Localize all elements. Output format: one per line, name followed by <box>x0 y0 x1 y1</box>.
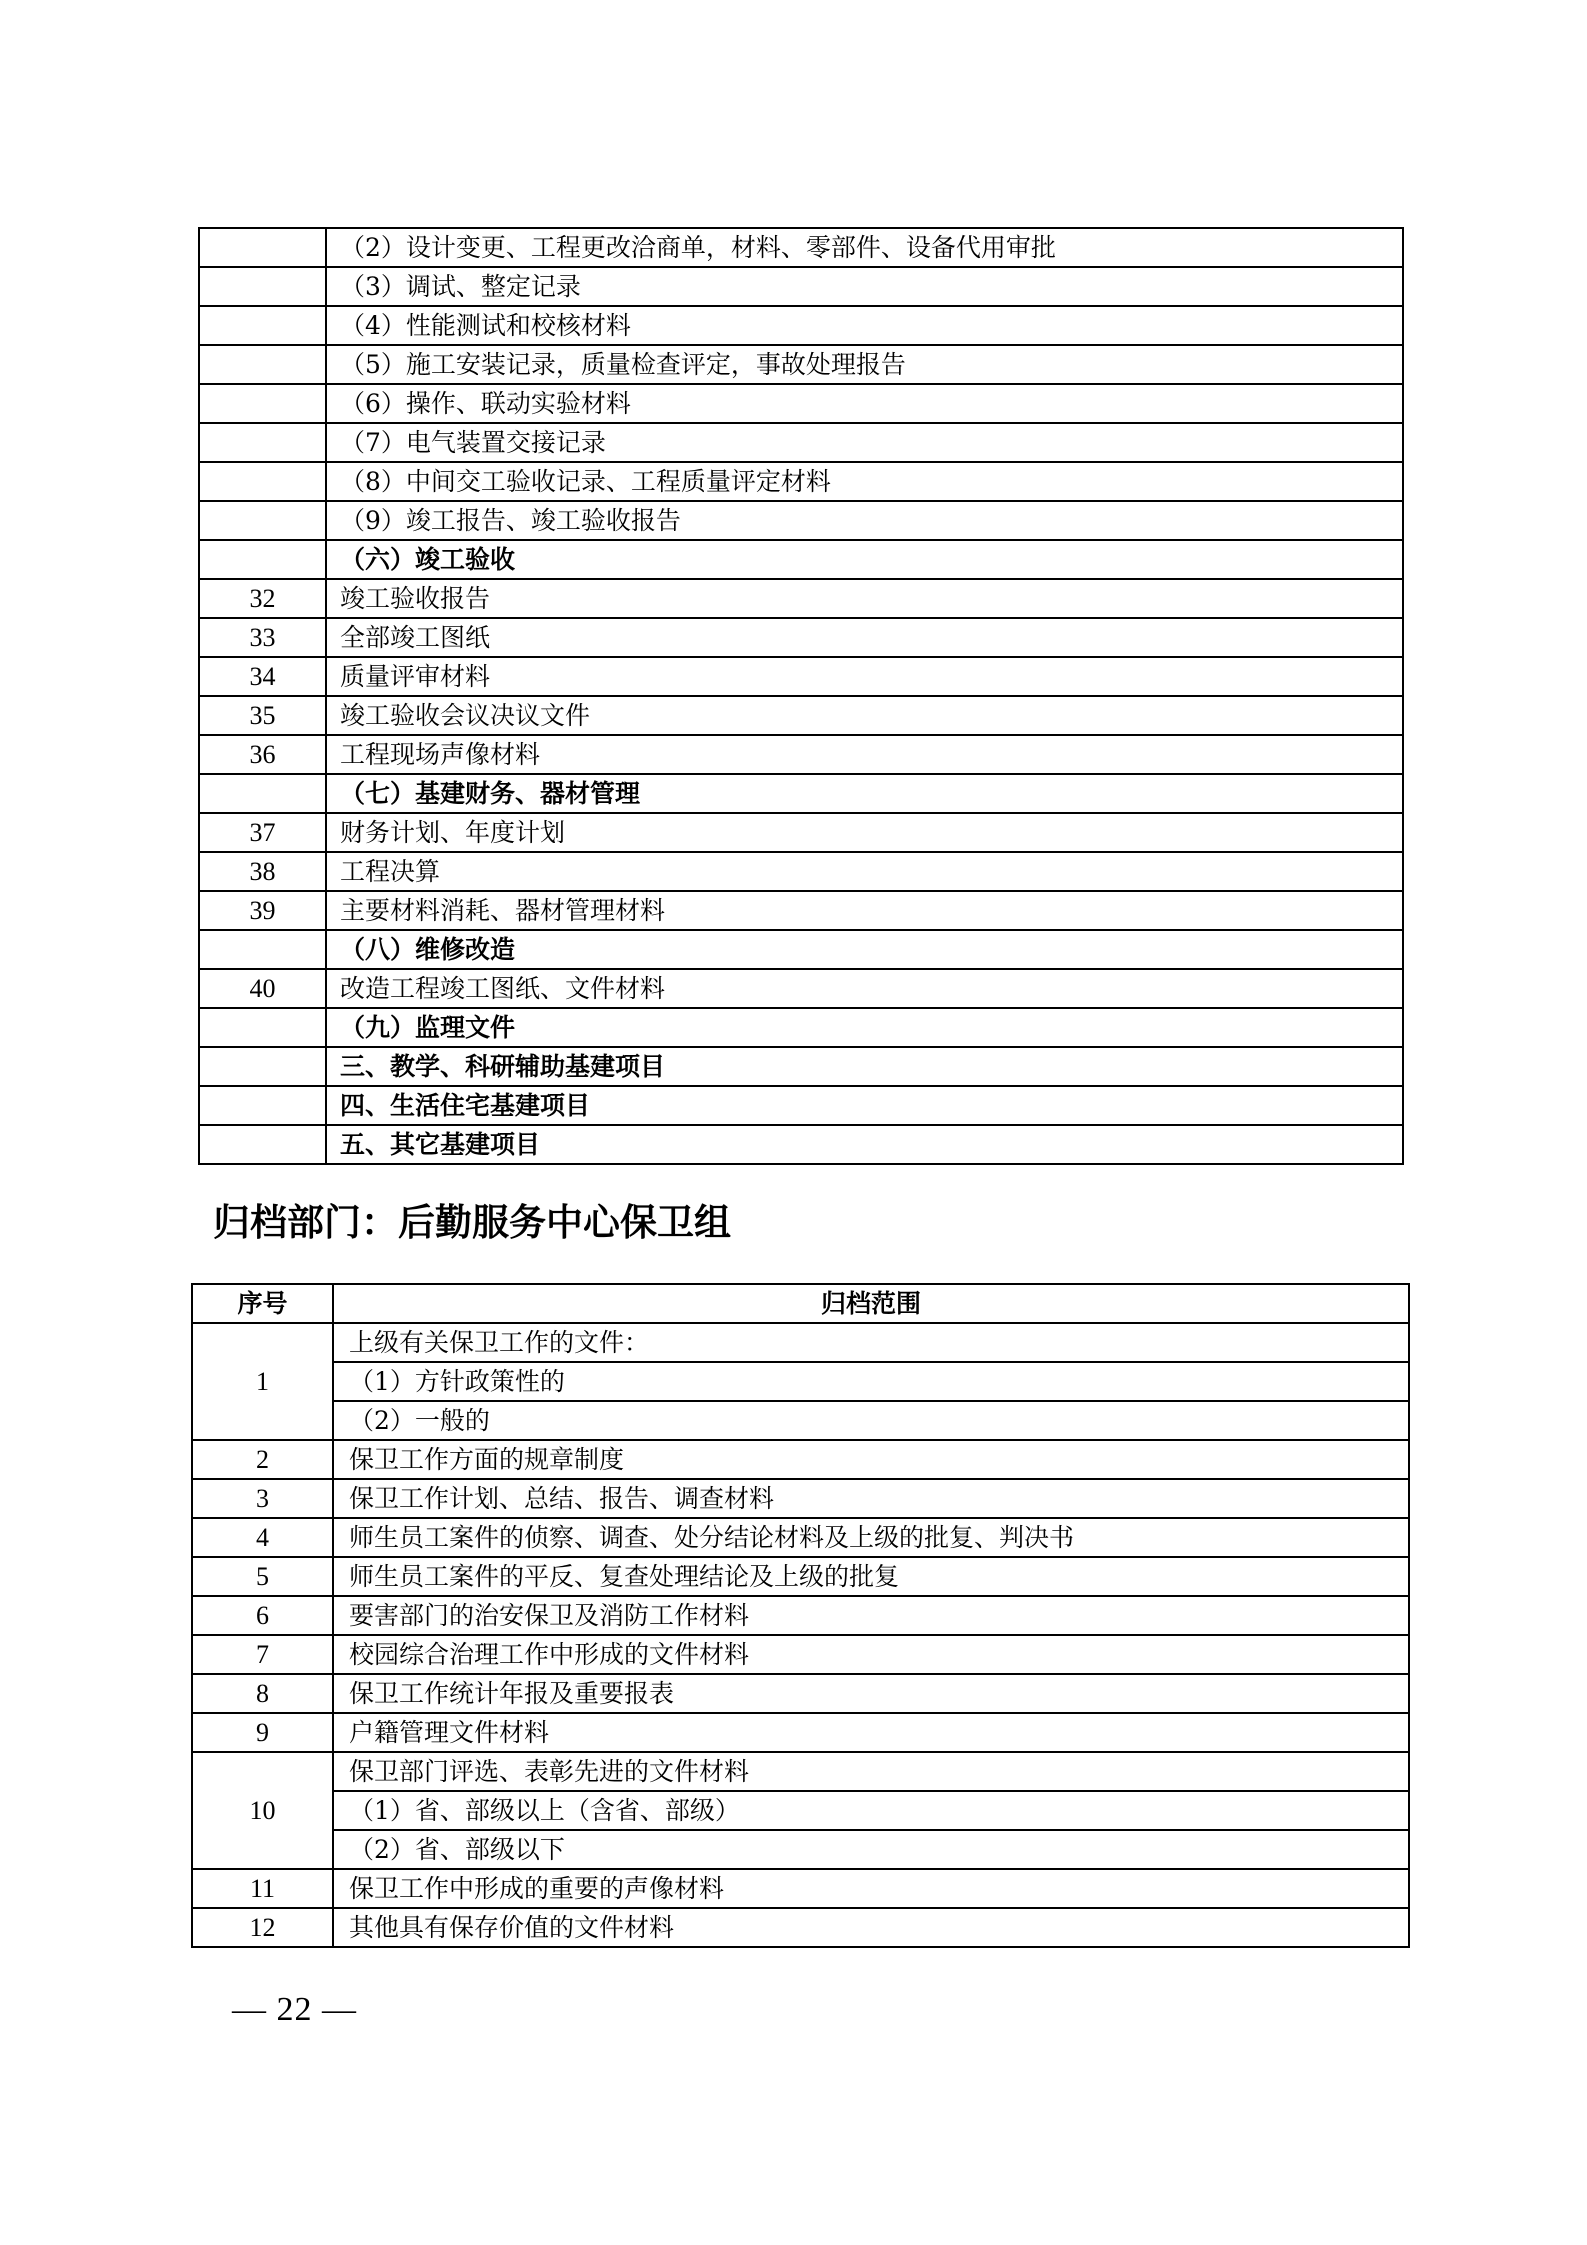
table-row <box>199 618 1403 657</box>
section-title-cell: （八）维修改造 <box>326 930 1403 969</box>
item-cell: 户籍管理文件材料 <box>333 1713 1409 1752</box>
row-number-cell: 11 <box>192 1869 333 1908</box>
item-cell: 保卫工作中形成的重要的声像材料 <box>333 1869 1409 1908</box>
table-row <box>192 1635 1409 1674</box>
table-row <box>192 1401 1409 1440</box>
section-row <box>199 774 1403 813</box>
item-cell: 竣工验收报告 <box>326 579 1403 618</box>
section-row <box>199 1047 1403 1086</box>
table-row <box>192 1362 1409 1401</box>
row-number-cell <box>199 306 326 345</box>
row-number-cell <box>199 774 326 813</box>
table-row <box>192 1791 1409 1830</box>
row-number-cell <box>199 423 326 462</box>
row-number-cell <box>199 228 326 267</box>
item-cell: （1）省、部级以上（含省、部级） <box>333 1791 1409 1830</box>
item-cell: 工程现场声像材料 <box>326 735 1403 774</box>
row-number-cell: 2 <box>192 1440 333 1479</box>
table-row <box>199 657 1403 696</box>
item-cell: 要害部门的治安保卫及消防工作材料 <box>333 1596 1409 1635</box>
item-cell: 工程决算 <box>326 852 1403 891</box>
row-number-cell: 5 <box>192 1557 333 1596</box>
row-number-cell <box>199 540 326 579</box>
item-cell: 保卫工作方面的规章制度 <box>333 1440 1409 1479</box>
row-number-cell: 1 <box>192 1323 333 1440</box>
table-row <box>199 462 1403 501</box>
item-cell: 师生员工案件的平反、复查处理结论及上级的批复 <box>333 1557 1409 1596</box>
row-number-cell: 35 <box>199 696 326 735</box>
security-archive-table <box>191 1283 1410 1948</box>
item-cell: （7）电气装置交接记录 <box>326 423 1403 462</box>
item-cell: （2）设计变更、工程更改洽商单，材料、零部件、设备代用审批 <box>326 228 1403 267</box>
table-row <box>199 228 1403 267</box>
row-number-cell <box>199 1125 326 1164</box>
row-number-cell: 37 <box>199 813 326 852</box>
item-cell: （5）施工安装记录，质量检查评定，事故处理报告 <box>326 345 1403 384</box>
row-number-cell: 40 <box>199 969 326 1008</box>
row-number-cell: 38 <box>199 852 326 891</box>
section-title-cell: （九）监理文件 <box>326 1008 1403 1047</box>
column-header-scope: 归档范围 <box>333 1284 1409 1323</box>
item-cell: （8）中间交工验收记录、工程质量评定材料 <box>326 462 1403 501</box>
table-row <box>199 423 1403 462</box>
row-number-cell: 34 <box>199 657 326 696</box>
item-cell: （3）调试、整定记录 <box>326 267 1403 306</box>
section-row <box>199 930 1403 969</box>
row-number-cell: 39 <box>199 891 326 930</box>
item-cell: 师生员工案件的侦察、调查、处分结论材料及上级的批复、判决书 <box>333 1518 1409 1557</box>
table-row <box>192 1479 1409 1518</box>
table-row <box>192 1557 1409 1596</box>
row-number-cell: 10 <box>192 1752 333 1869</box>
item-cell: 上级有关保卫工作的文件： <box>333 1323 1409 1362</box>
row-number-cell: 4 <box>192 1518 333 1557</box>
row-number-cell: 32 <box>199 579 326 618</box>
section-row <box>199 540 1403 579</box>
item-cell: （6）操作、联动实验材料 <box>326 384 1403 423</box>
section-title-cell: 五、其它基建项目 <box>326 1125 1403 1164</box>
table-row <box>199 345 1403 384</box>
table-row <box>192 1674 1409 1713</box>
table-row <box>199 267 1403 306</box>
item-cell: （9）竣工报告、竣工验收报告 <box>326 501 1403 540</box>
table-row <box>192 1908 1409 1947</box>
section-title-cell: （六）竣工验收 <box>326 540 1403 579</box>
row-number-cell: 9 <box>192 1713 333 1752</box>
table-row <box>199 696 1403 735</box>
row-number-cell <box>199 462 326 501</box>
table-row <box>199 891 1403 930</box>
item-cell: 改造工程竣工图纸、文件材料 <box>326 969 1403 1008</box>
table-row <box>192 1323 1409 1362</box>
column-header-number: 序号 <box>192 1284 333 1323</box>
table-row <box>199 306 1403 345</box>
row-number-cell: 3 <box>192 1479 333 1518</box>
item-cell: 财务计划、年度计划 <box>326 813 1403 852</box>
table-row <box>192 1596 1409 1635</box>
item-cell: 质量评审材料 <box>326 657 1403 696</box>
row-number-cell <box>199 1047 326 1086</box>
item-cell: 竣工验收会议决议文件 <box>326 696 1403 735</box>
table-row <box>199 852 1403 891</box>
table-row <box>199 384 1403 423</box>
table-row <box>192 1518 1409 1557</box>
row-number-cell <box>199 930 326 969</box>
row-number-cell: 36 <box>199 735 326 774</box>
table-body <box>192 1323 1409 1947</box>
table-row <box>199 735 1403 774</box>
row-number-cell: 12 <box>192 1908 333 1947</box>
table-row <box>192 1713 1409 1752</box>
row-number-cell: 33 <box>199 618 326 657</box>
table-header-row <box>192 1284 1409 1323</box>
row-number-cell <box>199 501 326 540</box>
item-cell: 其他具有保存价值的文件材料 <box>333 1908 1409 1947</box>
table-row <box>199 813 1403 852</box>
section-title-cell: 四、生活住宅基建项目 <box>326 1086 1403 1125</box>
section-row <box>199 1125 1403 1164</box>
section-title-cell: 三、教学、科研辅助基建项目 <box>326 1047 1403 1086</box>
section-row <box>199 1008 1403 1047</box>
row-number-cell: 8 <box>192 1674 333 1713</box>
table-row <box>192 1830 1409 1869</box>
item-cell: （2）一般的 <box>333 1401 1409 1440</box>
item-cell: 保卫工作计划、总结、报告、调查材料 <box>333 1479 1409 1518</box>
item-cell: 全部竣工图纸 <box>326 618 1403 657</box>
table-row <box>199 501 1403 540</box>
row-number-cell <box>199 345 326 384</box>
table-body <box>199 228 1403 1164</box>
row-number-cell <box>199 384 326 423</box>
table-row <box>192 1869 1409 1908</box>
section-heading: 归档部门：后勤服务中心保卫组 <box>213 1201 731 1244</box>
item-cell: 主要材料消耗、器材管理材料 <box>326 891 1403 930</box>
section-title-cell: （七）基建财务、器材管理 <box>326 774 1403 813</box>
table-row <box>199 969 1403 1008</box>
row-number-cell <box>199 1008 326 1047</box>
table-row <box>192 1440 1409 1479</box>
row-number-cell <box>199 267 326 306</box>
archive-scope-table-continued <box>198 227 1404 1165</box>
item-cell: （4）性能测试和校核材料 <box>326 306 1403 345</box>
item-cell: （2）省、部级以下 <box>333 1830 1409 1869</box>
item-cell: （1）方针政策性的 <box>333 1362 1409 1401</box>
item-cell: 保卫工作统计年报及重要报表 <box>333 1674 1409 1713</box>
item-cell: 保卫部门评选、表彰先进的文件材料 <box>333 1752 1409 1791</box>
row-number-cell: 6 <box>192 1596 333 1635</box>
table-row <box>192 1752 1409 1791</box>
row-number-cell <box>199 1086 326 1125</box>
section-row <box>199 1086 1403 1125</box>
table-row <box>199 579 1403 618</box>
page-number: — 22 — <box>232 1991 357 2028</box>
item-cell: 校园综合治理工作中形成的文件材料 <box>333 1635 1409 1674</box>
row-number-cell: 7 <box>192 1635 333 1674</box>
